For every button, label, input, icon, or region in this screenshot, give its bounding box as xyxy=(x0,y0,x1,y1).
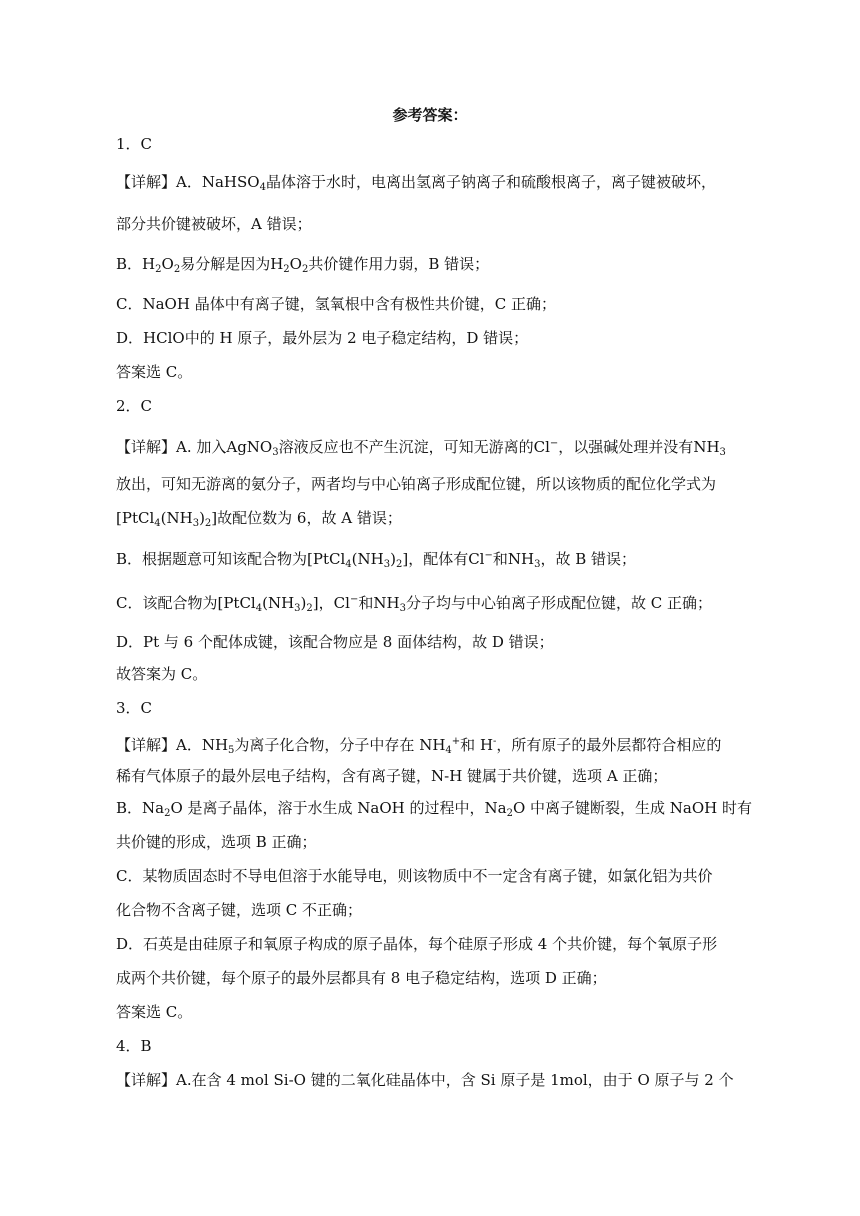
q3-conclusion: 答案选 C。 xyxy=(116,1003,193,1021)
answer-1-number: 1．C xyxy=(116,135,153,153)
q1-conclusion: 答案选 C。 xyxy=(116,363,193,381)
q2-option-b: B．根据题意可知该配合物为$[PtCl_4(NH_3)_2]$，配体有Cl−和$NH_3$，故 B 错误； xyxy=(116,550,637,570)
q2-explanation-line-3: $[PtCl_4(NH_3)_2]$故配位数为 6，故 A 错误； xyxy=(116,509,402,529)
q1-explanation-line-2: 部分共价键被破坏，A 错误； xyxy=(116,215,312,233)
q3-option-b-line-2: 共价键的形成，选项 B 正确； xyxy=(116,833,317,851)
answer-2-number: 2．C xyxy=(116,397,153,415)
q4-explanation-line-1: 【详解】A.在含 4 mol Si-O 键的二氧化硅晶体中，含 Si 原子是 1mol，由于 O 原子与 2 个 xyxy=(116,1071,734,1089)
q1-option-c: C．NaOH 晶体中有离子键，氢氧根中含有极性共价键，C 正确； xyxy=(116,295,556,313)
q1-option-b: B．$H_2O_2$易分解是因为$H_2O_2$共价键作用力弱，B 错误； xyxy=(116,255,490,275)
q3-option-d-line-2: 成两个共价键，每个原子的最外层都具有 8 电子稳定结构，选项 D 正确； xyxy=(116,969,607,987)
q3-option-c-line-1: C．某物质固态时不导电但溶于水能导电，则该物质中不一定含有离子键，如氯化铝为共价 xyxy=(116,867,713,885)
q2-option-c: C．该配合物为$[PtCl_4(NH_3)_2]$，Cl−和$NH_3$分子均与中心铂离子形成配位键，故 C 正确； xyxy=(116,594,712,614)
q1-explanation-line-1: 【详解】A．NaHSO$_4$晶体溶于水时，电离出氢离子钠离子和硫酸根离子，离子键被破坏， xyxy=(116,173,716,193)
answer-3-number: 3．C xyxy=(116,699,153,717)
q2-explanation-line-2: 放出，可知无游离的氨分子，两者均与中心铂离子形成配位键，所以该物质的配位化学式为 xyxy=(116,475,717,493)
q3-explanation-line-1: 【详解】A．$NH_5$为离子化合物，分子中存在 $NH_4^+$和 H-，所有原子的最外层都符合相应的 xyxy=(116,736,722,756)
answer-4-number: 4．B xyxy=(116,1037,152,1055)
q1-option-d: D．HClO中的 H 原子，最外层为 2 电子稳定结构，D 错误； xyxy=(116,329,529,347)
q3-option-b-line-1: B．$Na_2O$ 是离子晶体，溶于水生成 NaOH 的过程中，$Na_2O$ 中离子键断裂，生成 NaOH 时有 xyxy=(116,799,753,819)
page-title: 参考答案： xyxy=(392,106,468,124)
q3-option-c-line-2: 化合物不含离子键，选项 C 不正确； xyxy=(116,901,363,919)
q2-conclusion: 故答案为 C。 xyxy=(116,665,208,683)
q3-explanation-line-2: 稀有气体原子的最外层电子结构，含有离子键，N-H 键属于共价键，选项 A 正确； xyxy=(116,767,668,785)
q2-option-d: D．Pt 与 6 个配体成键，该配合物应是 8 面体结构，故 D 错误； xyxy=(116,633,554,651)
q2-explanation-line-1: 【详解】A. 加入AgNO$_3$溶液反应也不产生沉淀，可知无游离的Cl−，以强碱处理并没有$NH_3$ xyxy=(116,438,726,458)
q3-option-d-line-1: D．石英是由硅原子和氧原子构成的原子晶体，每个硅原子形成 4 个共价键，每个氧原子形 xyxy=(116,935,718,953)
